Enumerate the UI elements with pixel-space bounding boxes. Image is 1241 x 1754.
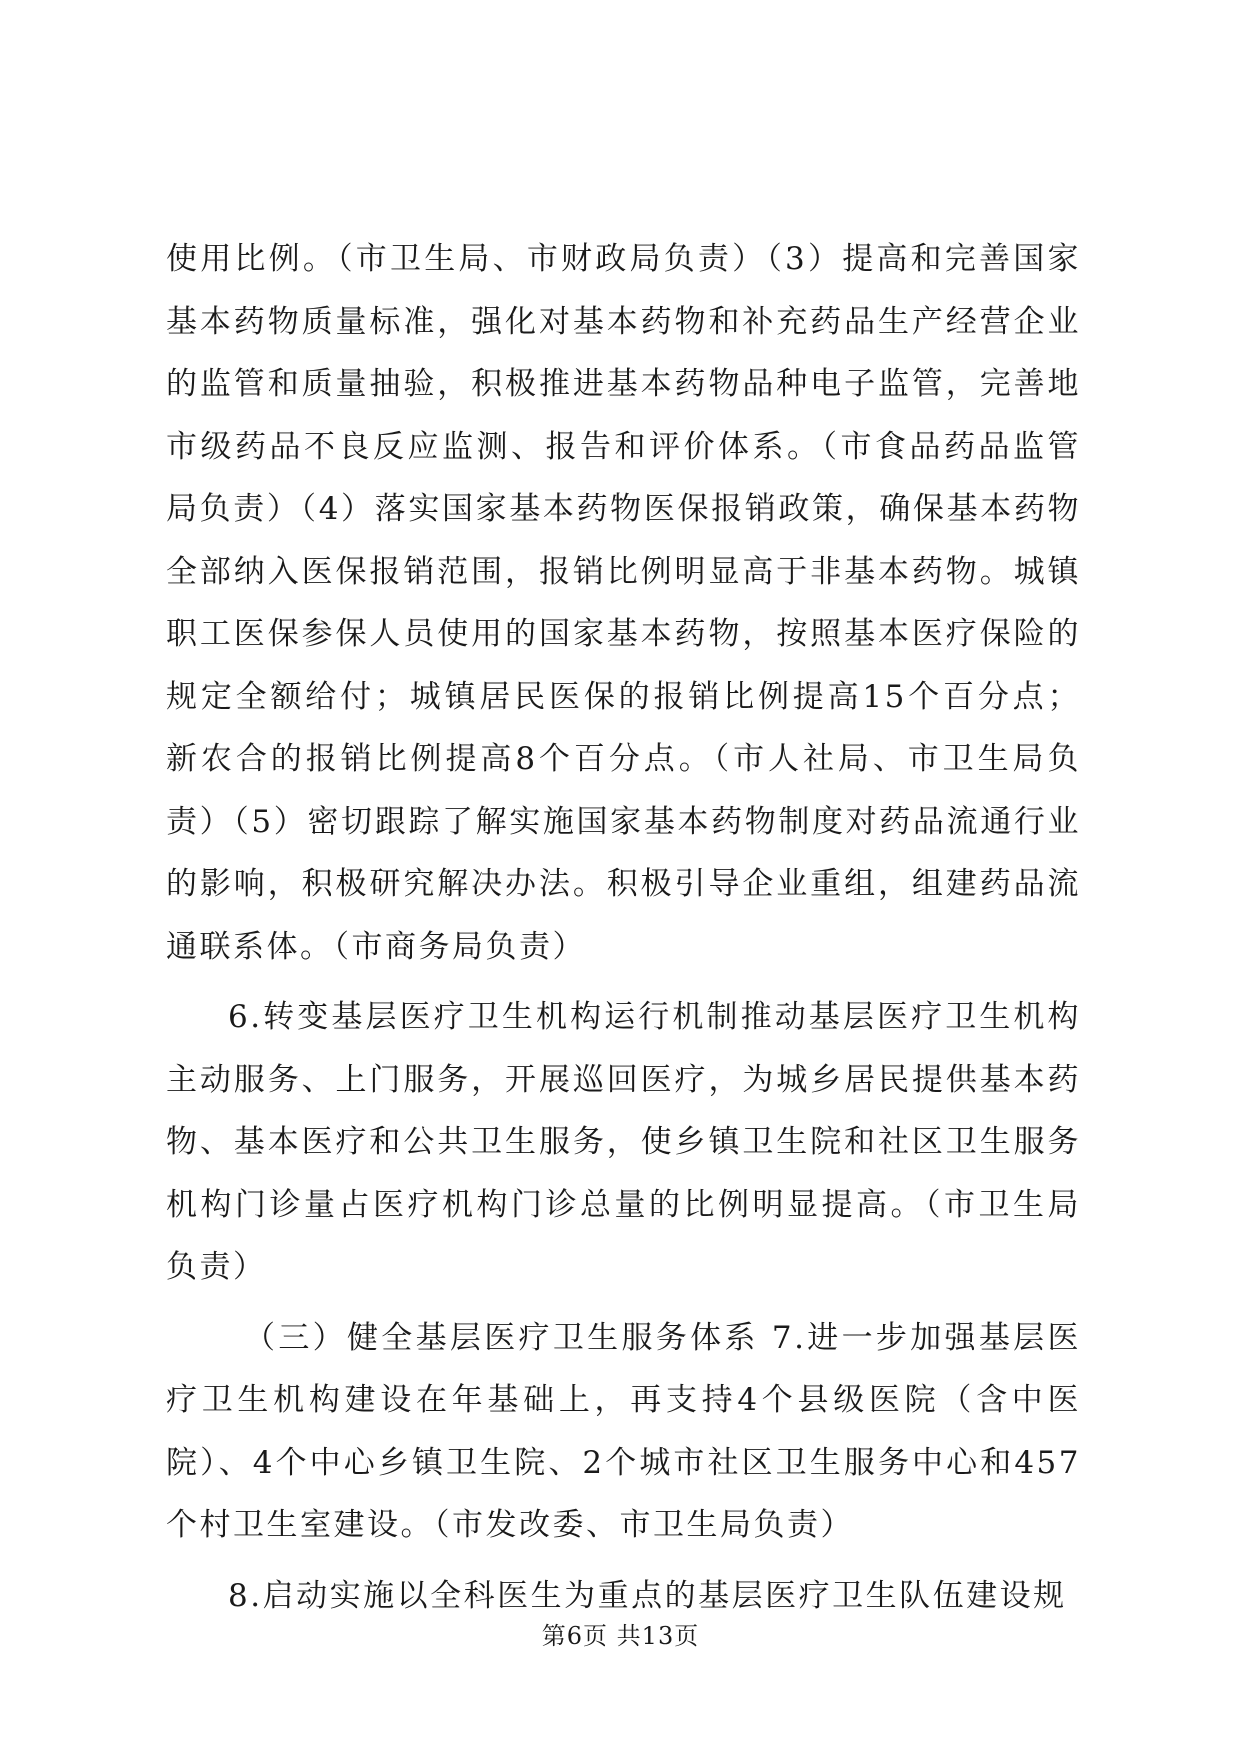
paragraph-section-3: （三）健全基层医疗卫生服务体系 7.进一步加强基层医疗卫生机构建设在年基础上，再支持4个县级医院（含中医院）、4个中心乡镇卫生院、2个城市社区卫生服务中心和457个村卫生室建设。（市发改委、市卫生局负责）: [166, 1319, 1081, 1543]
paragraph-item-6: 6.转变基层医疗卫生机构运行机制推动基层医疗卫生机构主动服务、上门服务，开展巡回医疗，为城乡居民提供基本药物、基本医疗和公共卫生服务，使乡镇卫生院和社区卫生服务机构门诊量占医疗机构门诊总量的比例明显提高。（市卫生局负责）: [166, 999, 1081, 1285]
document-body: [166, 228, 1081, 1627]
paragraph-drug-policy: 使用比例。（市卫生局、市财政局负责）（3）提高和完善国家基本药物质量标准，强化对基本药物和补充药品生产经营企业的监管和质量抽验，积极推进基本药物品种电子监管，完善地市级药品不良反应监测、报告和评价体系。（市食品药品监管局负责）（4）落实国家基本药物医保报销政策，确保基本药物全部纳入医保报销范围，报销比例明显高于非基本药物。城镇职工医保参保人员使用的国家基本药物，按照基本医疗保险的规定全额给付；城镇居民医保的报销比例提高15个百分点；新农合的报销比例提高8个百分点。（市人社局、市卫生局负责）（5）密切跟踪了解实施国家基本药物制度对药品流通行业的影响，积极研究解决办法。积极引导企业重组，组建药品流通联系体。（市商务局负责）: [166, 241, 1081, 965]
page-number-footer: 第6页 共13页: [541, 1622, 700, 1650]
paragraph-item-8: 8.启动实施以全科医生为重点的基层医疗卫生队伍建设规: [228, 1577, 1067, 1614]
